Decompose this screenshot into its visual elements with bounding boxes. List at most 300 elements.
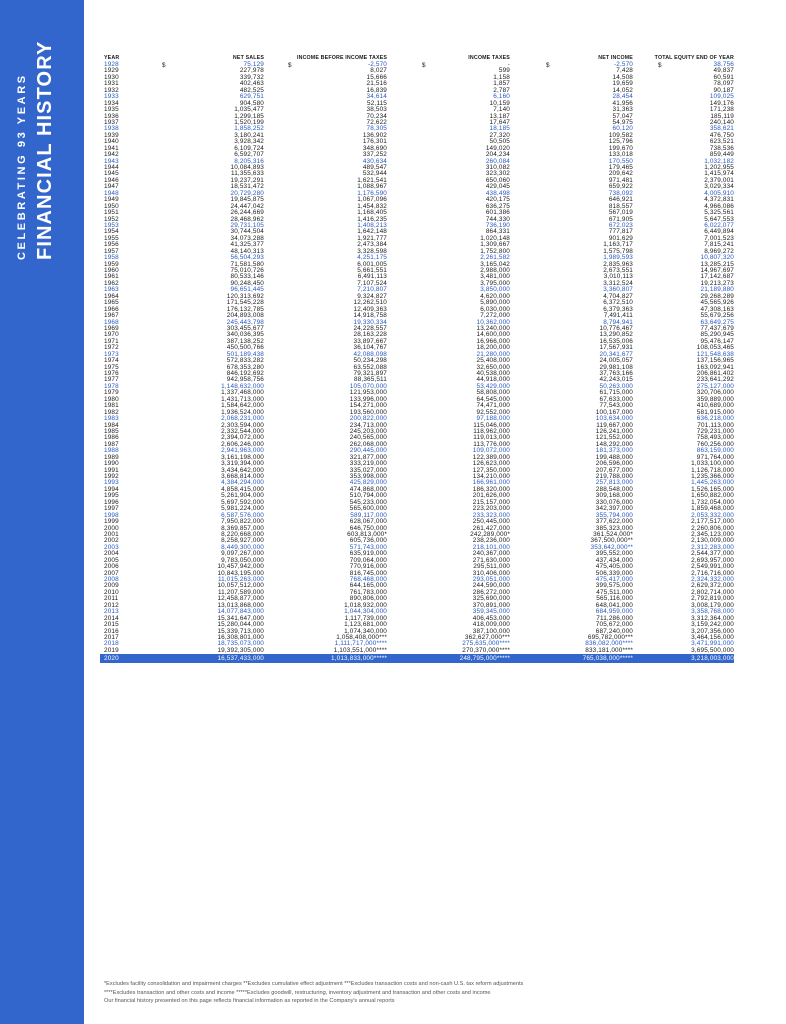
cell-total-equity: 2,053,332,000 [691, 511, 734, 519]
cell-net-income: 119,667,000 [596, 421, 633, 429]
cell-year: 1951 [104, 209, 119, 217]
cell-income-before-taxes: 603,813,000* [347, 530, 387, 538]
cell-income-before-taxes: 1,074,340,000 [344, 627, 387, 635]
cell-total-equity: 1,650,882,000 [691, 492, 734, 500]
cell-net-sales: 6,587,576,000 [221, 511, 264, 519]
cell-year: 2020 [104, 655, 119, 663]
cell-total-equity: 185,119 [710, 112, 734, 120]
sidebar-subtitle: CELEBRATING 93 YEARS [16, 73, 28, 260]
cell-net-sales: 2,332,544,000 [221, 427, 264, 435]
cell-net-sales: 1,035,477 [234, 106, 264, 114]
cell-net-sales: 450,500,766 [226, 344, 264, 352]
cell-net-income: 567,019 [608, 209, 633, 217]
cell-total-equity: 3,312,364,000 [691, 614, 734, 622]
cell-net-income: 475,405,000 [595, 563, 633, 571]
cell-year: 1990 [104, 460, 119, 468]
cell-total-equity: 121,548,638 [696, 350, 734, 358]
cell-total-equity: 77,437,679 [700, 324, 734, 332]
cell-net-income: 199,670 [608, 144, 633, 152]
cell-total-equity: 1,415,974 [704, 170, 734, 178]
cell-income-before-taxes: 290,445,000 [349, 447, 387, 455]
cell-income-taxes: 118,962,000 [473, 427, 510, 435]
cell-year: 1968 [104, 318, 119, 326]
cell-year: 2014 [104, 614, 119, 622]
cell-net-income: 207,677,000 [595, 466, 633, 474]
cell-net-income: 385,323,000 [595, 524, 633, 532]
cell-year: 1939 [104, 131, 119, 139]
cell-net-income: 646,921 [608, 196, 633, 204]
cell-net-income: 3,312,524 [603, 279, 633, 287]
cell-income-before-taxes: 79,321,897 [353, 370, 387, 377]
cell-income-taxes: 13,240,000 [476, 324, 510, 332]
cell-year: 1932 [104, 86, 119, 94]
cell-year: 1954 [104, 228, 119, 236]
cell-net-income: 765,038,000***** [582, 655, 633, 663]
cell-net-income: 672,023 [608, 221, 633, 229]
cell-income-taxes: 40,538,000 [476, 370, 510, 377]
cell-income-before-taxes: 565,600,000 [349, 505, 387, 513]
cell-total-equity: 2,544,377,000 [691, 550, 734, 558]
cell-income-taxes: 18,200,000 [476, 344, 510, 352]
cell-net-income: 29,981,108 [599, 363, 633, 371]
cell-income-before-taxes: 5,661,551 [357, 267, 387, 274]
cell-income-before-taxes: 176,301 [362, 138, 387, 146]
cell-total-equity: 2,549,991,000 [691, 563, 734, 571]
cell-total-equity: 163,092,941 [696, 363, 734, 371]
cell-year: 2015 [104, 621, 119, 629]
cell-total-equity: 63,649,275 [700, 318, 734, 326]
cell-income-taxes: 599 [498, 67, 510, 75]
cell-total-equity: 90,187 [713, 86, 734, 94]
cell-income-taxes: 370,891,000 [472, 601, 510, 609]
cell-income-before-taxes: 133,996,000 [349, 395, 387, 403]
cell-income-taxes: 149,020 [485, 144, 510, 152]
cell-income-before-taxes: 430,634 [362, 157, 387, 165]
cell-total-equity: 320,706,000 [696, 389, 734, 397]
cell-net-income: 671,905 [608, 215, 633, 223]
cell-year: 1930 [104, 73, 119, 81]
cell-net-sales: 1,936,524,000 [221, 408, 264, 416]
cell-total-equity: 2,260,806,000 [691, 524, 734, 532]
cell-net-income: 833,181,000**** [585, 646, 633, 654]
cell-income-taxes: 362,627,000*** [464, 633, 510, 641]
cell-income-before-taxes: 105,070,000 [349, 382, 387, 390]
cell-income-before-taxes: 545,233,000 [349, 498, 387, 506]
cell-income-before-taxes: 70,234 [366, 112, 387, 120]
cell-total-equity: 206,861,402 [696, 370, 734, 377]
cell-year: 1961 [104, 273, 119, 281]
cell-net-sales: 204,893,008 [226, 312, 264, 320]
cell-net-income: 14,052 [612, 86, 633, 94]
cell-year: 1943 [104, 157, 119, 165]
cell-net-sales: 10,457,942,000 [217, 563, 264, 571]
sidebar-title: FINANCIAL HISTORY [34, 40, 56, 260]
cell-income-before-taxes: 1,123,681,000 [344, 621, 387, 629]
cell-year: 1959 [104, 260, 119, 268]
cell-net-income: 181,373,000 [595, 447, 633, 455]
cell-net-income: 19,659 [612, 80, 633, 88]
cell-net-income: 24,005,057 [599, 357, 633, 365]
cell-income-taxes: 864,331 [485, 228, 510, 236]
cell-income-taxes: 6,160 [493, 93, 510, 101]
cell-net-sales: 245,443,798 [226, 318, 264, 326]
cell-net-income: 126,241,000 [595, 427, 633, 435]
cell-income-before-taxes: 193,560,000 [349, 408, 387, 416]
cell-year: 1983 [104, 415, 119, 423]
header-net-sales: NET SALES [232, 55, 264, 62]
cell-total-equity: 55,679,256 [700, 312, 734, 320]
cell-income-before-taxes: 628,067,000 [349, 518, 387, 526]
cell-total-equity: 701,113,000 [697, 421, 734, 429]
cell-net-income: 42,243,015 [599, 376, 633, 384]
cell-net-sales: 13,013,868,000 [217, 601, 264, 609]
cell-net-income: 50,263,000 [599, 382, 633, 390]
cell-net-sales: 10,843,195,000 [217, 569, 264, 577]
cell-income-taxes: 16,966,000 [476, 337, 510, 345]
cell-income-before-taxes: 21,516 [366, 80, 387, 88]
header-net-income: NET INCOME [598, 55, 633, 62]
cell-income-before-taxes: 136,902 [362, 131, 387, 139]
cell-net-sales: 303,455,677 [226, 324, 264, 332]
cell-net-sales: 3,434,642,000 [221, 466, 264, 474]
cell-year: 1980 [104, 395, 119, 403]
cell-income-taxes: 233,323,000 [472, 511, 510, 519]
cell-year: 1933 [104, 93, 119, 101]
cell-net-income: 8,794,941 [603, 318, 633, 326]
cell-income-taxes: 7,272,000 [480, 312, 510, 320]
cell-year: 1979 [104, 389, 119, 397]
cell-net-income: 257,813,000 [595, 479, 633, 487]
cell-year: 2004 [104, 550, 119, 558]
cell-income-taxes: 387,100,000 [472, 627, 510, 635]
cell-income-taxes: 122,389,000 [472, 453, 510, 461]
cell-net-income: 695,782,000*** [587, 633, 633, 641]
cell-total-equity: 3,008,179,000 [691, 601, 734, 609]
cell-net-sales: 29,731,105 [230, 221, 264, 229]
cell-net-sales: 28,468,962 [230, 215, 264, 223]
cell-year: 1940 [104, 138, 119, 146]
cell-income-before-taxes: 635,919,000 [349, 550, 387, 558]
cell-year: 1988 [104, 447, 119, 455]
cell-income-before-taxes: 33,897,667 [353, 337, 387, 345]
cell-total-equity: 859,449 [709, 151, 734, 159]
cell-income-before-taxes: 16,839 [366, 86, 387, 94]
cell-income-taxes: 2,261,582 [480, 254, 510, 262]
cell-income-taxes: 1,020,148 [480, 234, 510, 242]
cell-income-before-taxes: 890,806,000 [349, 595, 387, 603]
cell-income-taxes: 97,188,000 [476, 415, 510, 423]
cell-total-equity: 2,379,001 [704, 176, 734, 184]
cell-net-sales: 75,129 [243, 61, 264, 68]
cell-income-taxes: 25,408,000 [476, 357, 510, 365]
cell-income-taxes: 115,046,000 [473, 421, 510, 429]
cell-income-before-taxes: 353,998,000 [349, 473, 387, 480]
cell-income-taxes: 27,320 [489, 131, 510, 139]
cell-net-income: 777,817 [608, 228, 633, 236]
cell-net-income: 399,575,000 [595, 582, 633, 590]
cell-net-income: 506,339,000 [595, 569, 633, 577]
cell-income-taxes: 32,650,000 [476, 363, 510, 371]
cell-net-sales: 10,057,512,000 [217, 582, 264, 590]
cell-net-sales: 5,697,592,000 [221, 498, 264, 506]
cell-year: 2018 [104, 640, 119, 648]
cell-net-sales: 30,744,504 [230, 228, 264, 236]
cell-net-sales: 3,319,394,000 [221, 460, 264, 468]
cell-total-equity: 3,464,156,000 [691, 633, 734, 641]
cell-year: 1972 [104, 344, 119, 352]
cell-net-sales: 8,369,857,000 [221, 524, 264, 532]
cell-income-taxes: 204,234 [485, 151, 510, 159]
cell-net-sales: 20,729,280 [230, 189, 264, 197]
cell-net-sales: 7,950,822,000 [221, 518, 264, 526]
cell-net-income: 20,341,677 [599, 350, 633, 358]
cell-income-taxes: 244,590,000 [472, 582, 510, 590]
cell-year: 1999 [104, 518, 119, 526]
cell-net-income: 7,491,411 [603, 312, 633, 320]
cell-income-before-taxes: 1,408,213 [357, 221, 387, 229]
header-year: YEAR [104, 55, 120, 62]
cell-income-before-taxes: 605,736,000 [349, 537, 387, 545]
cell-net-sales: 6,592,707 [234, 151, 264, 159]
cell-net-income: 6,379,363 [603, 305, 633, 313]
cell-year: 1978 [104, 382, 119, 390]
cell-year: 2003 [104, 543, 119, 551]
cell-year: 1957 [104, 247, 119, 255]
cell-net-sales: 387,138,252 [226, 337, 264, 345]
cell-net-sales: 1,148,632,000 [221, 382, 264, 390]
cell-net-income: 2,673,551 [603, 267, 633, 274]
cell-year: 2010 [104, 588, 119, 596]
cell-income-before-taxes: 489,547 [362, 164, 387, 171]
cell-net-income: 61,715,000 [599, 389, 633, 397]
cell-net-sales: 8,205,316 [234, 157, 264, 165]
cell-income-before-taxes: 24,228,557 [353, 324, 387, 332]
cell-net-income: 125,796 [608, 138, 633, 146]
cell-net-income: 17,567,931 [599, 344, 633, 352]
cell-total-equity: 17,142,687 [700, 273, 734, 281]
cell-total-equity: 137,156,965 [696, 357, 734, 365]
cell-net-sales: 18,531,472 [230, 183, 264, 191]
cell-net-income: 361,524,000* [593, 530, 633, 538]
cell-year: 1977 [104, 376, 119, 384]
cell-income-before-taxes: 348,690 [362, 144, 387, 152]
cell-net-income: 367,500,000** [590, 537, 633, 545]
cell-year: 1975 [104, 363, 119, 371]
cell-income-taxes: 58,808,000 [476, 389, 510, 397]
cell-income-taxes: 359,345,000 [472, 608, 510, 616]
cell-income-taxes: 3,165,042 [480, 260, 510, 268]
cell-net-sales: 80,533,146 [230, 273, 264, 281]
cell-income-taxes: 261,427,000 [472, 524, 510, 532]
cell-year: 1936 [104, 112, 119, 120]
cell-net-sales: 4,384,294,000 [221, 479, 264, 487]
cell-income-taxes: 271,630,000 [472, 556, 510, 564]
cell-net-income: 971,481 [608, 176, 633, 184]
cell-total-equity: 2,792,819,000 [691, 595, 734, 603]
cell-income-before-taxes: 200,822,000 [349, 415, 387, 423]
cell-net-sales: 904,580 [239, 99, 264, 107]
cell-net-sales: 1,337,468,000 [221, 389, 264, 397]
cell-income-before-taxes: 321,877,000 [349, 453, 387, 461]
cell-income-taxes: 310,406,000 [472, 569, 510, 577]
cell-total-equity: 3,471,991,000 [691, 640, 734, 648]
cell-total-equity: 275,127,000 [696, 382, 734, 390]
cell-net-income: 206,596,000 [595, 460, 633, 468]
cell-income-before-taxes: 474,868,000 [349, 485, 387, 493]
table-row [100, 654, 734, 663]
currency-symbol-pretax: $ [288, 62, 292, 69]
cell-year: 1965 [104, 299, 119, 307]
cell-year: 1984 [104, 421, 119, 429]
cell-total-equity: 3,218,003,000 [691, 655, 734, 663]
cell-income-taxes: 1,857 [493, 80, 510, 88]
cell-income-before-taxes: 7,210,807 [357, 286, 387, 294]
cell-net-income: 475,511,000 [596, 588, 633, 596]
cell-year: 1962 [104, 279, 119, 287]
cell-net-income: 14,508 [612, 73, 633, 81]
cell-net-income: 395,552,000 [595, 550, 633, 558]
cell-net-income: 199,488,000 [595, 453, 633, 461]
cell-year: 1935 [104, 106, 119, 114]
cell-income-before-taxes: 1,117,739,000 [344, 614, 387, 622]
cell-net-sales: 16,308,801,000 [217, 633, 264, 641]
cell-net-income: 109,582 [608, 131, 633, 139]
cell-income-before-taxes: 245,203,000 [349, 427, 387, 435]
cell-year: 2000 [104, 524, 119, 532]
cell-net-income: 219,788,000 [595, 473, 633, 480]
cell-income-taxes: 293,051,000 [472, 576, 510, 583]
cell-income-taxes: 418,009,000 [472, 621, 510, 629]
cell-income-taxes: 64,545,000 [476, 395, 510, 403]
footnote-line-2: ****Excludes transaction and other costs and income *****Excludes goodwill, restructuring, inventory adjustment and transaction and other costs and income [104, 989, 491, 996]
cell-year: 1989 [104, 453, 119, 461]
cell-income-taxes: 4,620,000 [480, 292, 510, 300]
cell-net-income: 836,082,000**** [585, 640, 633, 648]
cell-year: 1934 [104, 99, 119, 107]
cell-year: 1973 [104, 350, 119, 358]
cell-income-taxes: 238,236,000 [472, 537, 510, 545]
cell-income-taxes: 325,690,000 [472, 595, 510, 603]
cell-net-sales: 501,189,438 [226, 350, 264, 358]
cell-income-before-taxes: 50,234,298 [353, 357, 387, 365]
cell-total-equity: 2,312,283,000 [691, 543, 734, 551]
cell-net-sales: 482,525 [239, 86, 264, 94]
cell-net-sales: 90,248,450 [230, 279, 264, 287]
cell-income-before-taxes: 121,953,000 [349, 389, 387, 397]
cell-income-before-taxes: 816,745,000 [349, 569, 387, 577]
cell-income-taxes: 166,961,000 [472, 479, 510, 487]
cell-net-sales: 96,651,445 [230, 286, 264, 294]
cell-total-equity: 476,750 [709, 131, 734, 139]
cell-net-sales: 8,258,927,000 [221, 537, 264, 545]
cell-net-sales: 6,109,724 [234, 144, 264, 152]
cell-total-equity: 1,033,100,000 [691, 460, 734, 468]
cell-net-sales: 56,504,293 [230, 254, 264, 262]
cell-net-sales: 75,010,726 [230, 267, 264, 274]
cell-net-sales: 15,339,713,000 [217, 627, 264, 635]
cell-net-sales: 3,928,342 [234, 138, 264, 146]
cell-income-before-taxes: 761,783,000 [349, 588, 387, 596]
cell-net-income: 437,434,000 [595, 556, 633, 564]
cell-year: 1969 [104, 324, 119, 332]
cell-income-taxes: 1,752,800 [480, 247, 510, 255]
cell-net-income: 330,076,000 [595, 498, 633, 506]
cell-total-equity: 10,807,320 [700, 254, 734, 262]
cell-net-sales: 402,463 [239, 80, 264, 88]
cell-year: 1941 [104, 144, 119, 152]
cell-income-before-taxes: 510,794,000 [349, 492, 387, 500]
cell-total-equity: 5,325,561 [704, 209, 734, 217]
cell-total-equity: 13,285,215 [700, 260, 734, 268]
cell-net-income: 10,776,467 [599, 324, 633, 332]
cell-income-before-taxes: 532,944 [362, 170, 387, 178]
cell-year: 1937 [104, 118, 119, 126]
cell-income-taxes: 601,386 [485, 209, 510, 217]
cell-net-income: 148,292,000 [595, 440, 633, 448]
cell-income-before-taxes: 262,068,000 [349, 440, 387, 448]
header-total-equity: TOTAL EQUITY END OF YEAR [654, 55, 734, 62]
cell-total-equity: 4,372,831 [704, 196, 734, 204]
cell-total-equity: 2,693,957,000 [691, 556, 734, 564]
cell-net-income: 67,633,000 [599, 395, 633, 403]
cell-total-equity: 729,231,000 [696, 427, 734, 435]
cell-income-taxes: 218,101,000 [472, 543, 510, 551]
cell-income-taxes: 2,787 [493, 86, 510, 94]
cell-total-equity: 358,621 [709, 125, 734, 133]
cell-income-before-taxes: 7,107,524 [357, 279, 387, 287]
cell-income-taxes: 119,013,000 [473, 434, 510, 442]
cell-year: 2008 [104, 576, 119, 583]
cell-income-taxes: 186,320,000 [472, 485, 510, 493]
cell-income-taxes: 18,185 [489, 125, 510, 133]
cell-income-before-taxes: 1,176,590 [357, 189, 387, 197]
cell-total-equity: 1,202,955 [704, 164, 734, 171]
cell-income-taxes: 109,072,000 [472, 447, 510, 455]
cell-income-taxes: 21,280,000 [476, 350, 510, 358]
cell-net-sales: 1,520,199 [234, 118, 264, 126]
cell-income-before-taxes: 63,552,088 [353, 363, 387, 371]
cell-income-before-taxes: 571,743,000 [349, 543, 387, 551]
cell-year: 1945 [104, 170, 119, 178]
cell-net-sales: 9,783,050,000 [221, 556, 264, 564]
cell-year: 1993 [104, 479, 119, 487]
cell-net-income: -2,570 [613, 61, 633, 68]
cell-net-sales: 11,355,633 [230, 170, 264, 178]
cell-net-income: 77,543,000 [599, 402, 633, 410]
cell-net-sales: 227,978 [239, 67, 264, 75]
cell-total-equity: 1,032,182 [704, 157, 734, 165]
cell-total-equity: 8,969,272 [704, 247, 734, 255]
cell-income-taxes: 250,445,000 [472, 518, 510, 526]
cell-income-taxes: 92,552,000 [476, 408, 510, 416]
cell-year: 1995 [104, 492, 119, 500]
cell-income-before-taxes: 36,104,767 [353, 344, 387, 352]
cell-income-before-taxes: 2,473,384 [357, 241, 387, 249]
cell-total-equity: 7,815,241 [704, 241, 734, 249]
cell-total-equity: 240,140 [709, 118, 734, 126]
cell-income-taxes: 134,210,000 [472, 473, 510, 480]
cell-year: 2019 [104, 646, 119, 654]
cell-total-equity: 171,238 [709, 106, 734, 114]
cell-total-equity: 109,025 [709, 93, 734, 101]
cell-net-sales: 3,161,198,000 [221, 453, 264, 461]
cell-year: 1928 [104, 61, 119, 68]
cell-net-sales: 1,858,252 [234, 125, 264, 133]
cell-net-income: 648,041,000 [595, 601, 633, 609]
cell-net-sales: 11,015,263,000 [217, 576, 264, 583]
header-income-before-taxes: INCOME BEFORE INCOME TAXES [296, 55, 387, 62]
cell-net-income: 179,465 [608, 164, 633, 171]
